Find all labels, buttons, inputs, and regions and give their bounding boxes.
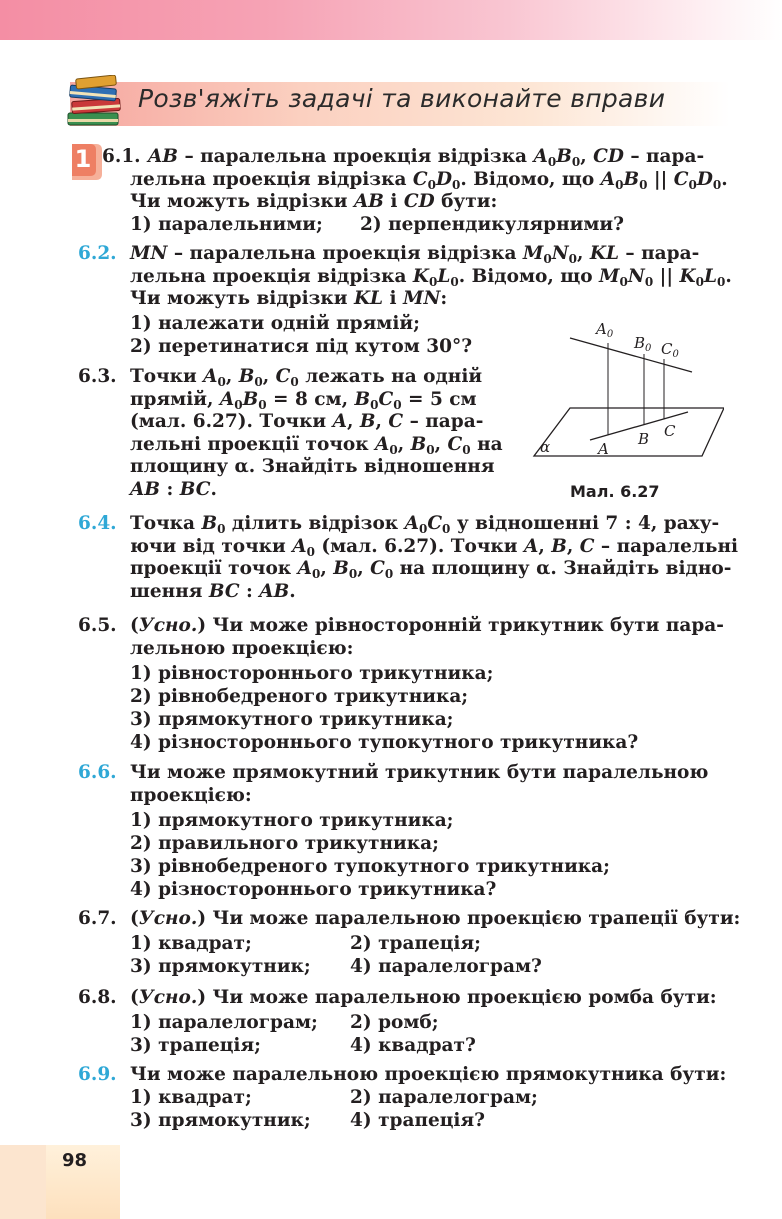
label-alpha: α bbox=[540, 438, 551, 456]
level-badge-number: 1 bbox=[74, 145, 92, 173]
label-c0: $C_0$ bbox=[661, 340, 679, 360]
problem-option: 3) трапеція; bbox=[130, 1035, 261, 1056]
problem-text-line: AB – паралельна проекція відрізка $A_0B_0$, CD – пара- bbox=[148, 146, 705, 169]
problem-option: 2) трапеція; bbox=[350, 933, 481, 954]
problem-option: 1) прямокутного трикутника; bbox=[130, 810, 454, 831]
problem-option: 1) паралельними; bbox=[130, 213, 323, 235]
label-b0: $B_0$ bbox=[634, 334, 652, 354]
problem-number: 6.6. bbox=[78, 762, 117, 783]
problem-text-line: Точка $B_0$ ділить відрізок $A_0C_0$ у відношенні 7 : 4, раху- bbox=[130, 513, 720, 536]
problem-text-line: Чи можуть відрізки AB і CD бути: bbox=[130, 191, 498, 212]
problem-text-line: лельні проекції точок $A_0$, $B_0$, $C_0$ на bbox=[130, 433, 503, 457]
problem-option: 1) квадрат; bbox=[130, 1087, 252, 1108]
section-heading: Розв'яжіть задачі та виконайте вправи bbox=[138, 84, 666, 113]
problem-text-line: (Усно.) Чи може рівносторонній трикутник бути пара- bbox=[130, 615, 724, 636]
problem-text-line: лельною проекцією: bbox=[130, 637, 354, 659]
figure-6-27 bbox=[524, 318, 724, 468]
problem-text-line: лельна проекція відрізка $K_0L_0$. Відомо, що $M_0N_0$ || $K_0L_0$. bbox=[130, 265, 732, 289]
page-number: 98 bbox=[62, 1150, 88, 1171]
problem-text-line: шення BC : AB. bbox=[130, 580, 296, 602]
problem-text-line: (Усно.) Чи може паралельною проекцією ромба бути: bbox=[130, 987, 717, 1008]
problem-option: 4) трапеція? bbox=[350, 1110, 485, 1131]
problem-option: 1) квадрат; bbox=[130, 933, 252, 954]
label-a0: $A_0$ bbox=[596, 320, 614, 340]
problem-number: 6.8. bbox=[78, 987, 117, 1008]
label-a: A bbox=[598, 440, 609, 458]
problem-option: 2) паралелограм; bbox=[350, 1087, 538, 1108]
problem-option: 2) перпендикулярними? bbox=[360, 213, 624, 235]
problem-option: 3) прямокутник; bbox=[130, 956, 311, 977]
problem-option: 1) належати одній прямій; bbox=[130, 313, 420, 334]
problem-text-line: Чи можуть відрізки KL і MN: bbox=[130, 288, 448, 309]
problem-option: 3) прямокутного трикутника; bbox=[130, 709, 454, 730]
label-b: B bbox=[638, 430, 650, 448]
problem-option: 1) паралелограм; bbox=[130, 1012, 318, 1033]
problem-text-line: проекцією: bbox=[130, 784, 252, 806]
problem-number: 6.2. bbox=[78, 243, 117, 264]
problem-number: 6.9. bbox=[78, 1064, 117, 1085]
problem-text-line: MN – паралельна проекція відрізка $M_0N_0$, KL – пара- bbox=[130, 243, 700, 266]
problem-text-line: AB : BC. bbox=[130, 478, 217, 500]
top-decorative-band bbox=[0, 0, 782, 40]
books-icon bbox=[64, 75, 126, 131]
plane-alpha bbox=[534, 408, 724, 456]
figure-caption: Мал. 6.27 bbox=[570, 482, 660, 501]
problem-option: 2) правильного трикутника; bbox=[130, 833, 439, 854]
problem-number: 6.7. bbox=[78, 908, 117, 929]
problem-number: 6.4. bbox=[78, 513, 117, 534]
problem-option: 4) різностороннього трикутника? bbox=[130, 879, 497, 900]
problem-text-line: Чи може прямокутний трикутник бути паралельною bbox=[130, 762, 709, 783]
problem-text-line: площину α. Знайдіть відношення bbox=[130, 456, 495, 477]
problem-text-line: проекції точок $A_0$, $B_0$, $C_0$ на площину α. Знайдіть відно- bbox=[130, 558, 732, 581]
problem-number: 6.1. bbox=[102, 146, 141, 167]
label-c: C bbox=[664, 422, 676, 440]
problem-text-line: Точки $A_0$, $B_0$, $C_0$ лежать на одній bbox=[130, 366, 483, 389]
problem-option: 2) перетинатися під кутом 30°? bbox=[130, 336, 473, 357]
problem-option: 2) рівнобедреного трикутника; bbox=[130, 686, 469, 707]
problem-option: 3) прямокутник; bbox=[130, 1110, 311, 1131]
problem-option: 3) рівнобедреного тупокутного трикутника; bbox=[130, 856, 610, 877]
problem-option: 4) квадрат? bbox=[350, 1035, 476, 1056]
problem-option: 4) різностороннього тупокутного трикутника? bbox=[130, 732, 639, 753]
problem-option: 2) ромб; bbox=[350, 1012, 439, 1033]
problem-text-line: (мал. 6.27). Точки A, B, C – пара- bbox=[130, 411, 484, 432]
problem-text-line: прямій, $A_0B_0 = 8$ см, $B_0C_0 = 5$ см bbox=[130, 388, 477, 412]
problem-text-line: Чи може паралельною проекцією прямокутника бути: bbox=[130, 1064, 727, 1085]
problem-number: 6.3. bbox=[78, 366, 117, 387]
level-badge bbox=[66, 140, 106, 182]
problem-option: 1) рівностороннього трикутника; bbox=[130, 663, 494, 684]
problem-text-line: лельна проекція відрізка $C_0D_0$. Відомо, що $A_0B_0$ || $C_0D_0$. bbox=[130, 168, 728, 192]
problem-option: 4) паралелограм? bbox=[350, 956, 542, 977]
problem-text-line: (Усно.) Чи може паралельною проекцією трапеції бути: bbox=[130, 908, 741, 929]
problem-text-line: ючи від точки $A_0$ (мал. 6.27). Точки A, B, C – паралельні bbox=[130, 535, 739, 559]
footer-decorative-strip bbox=[0, 1145, 46, 1219]
problem-number: 6.5. bbox=[78, 615, 117, 636]
